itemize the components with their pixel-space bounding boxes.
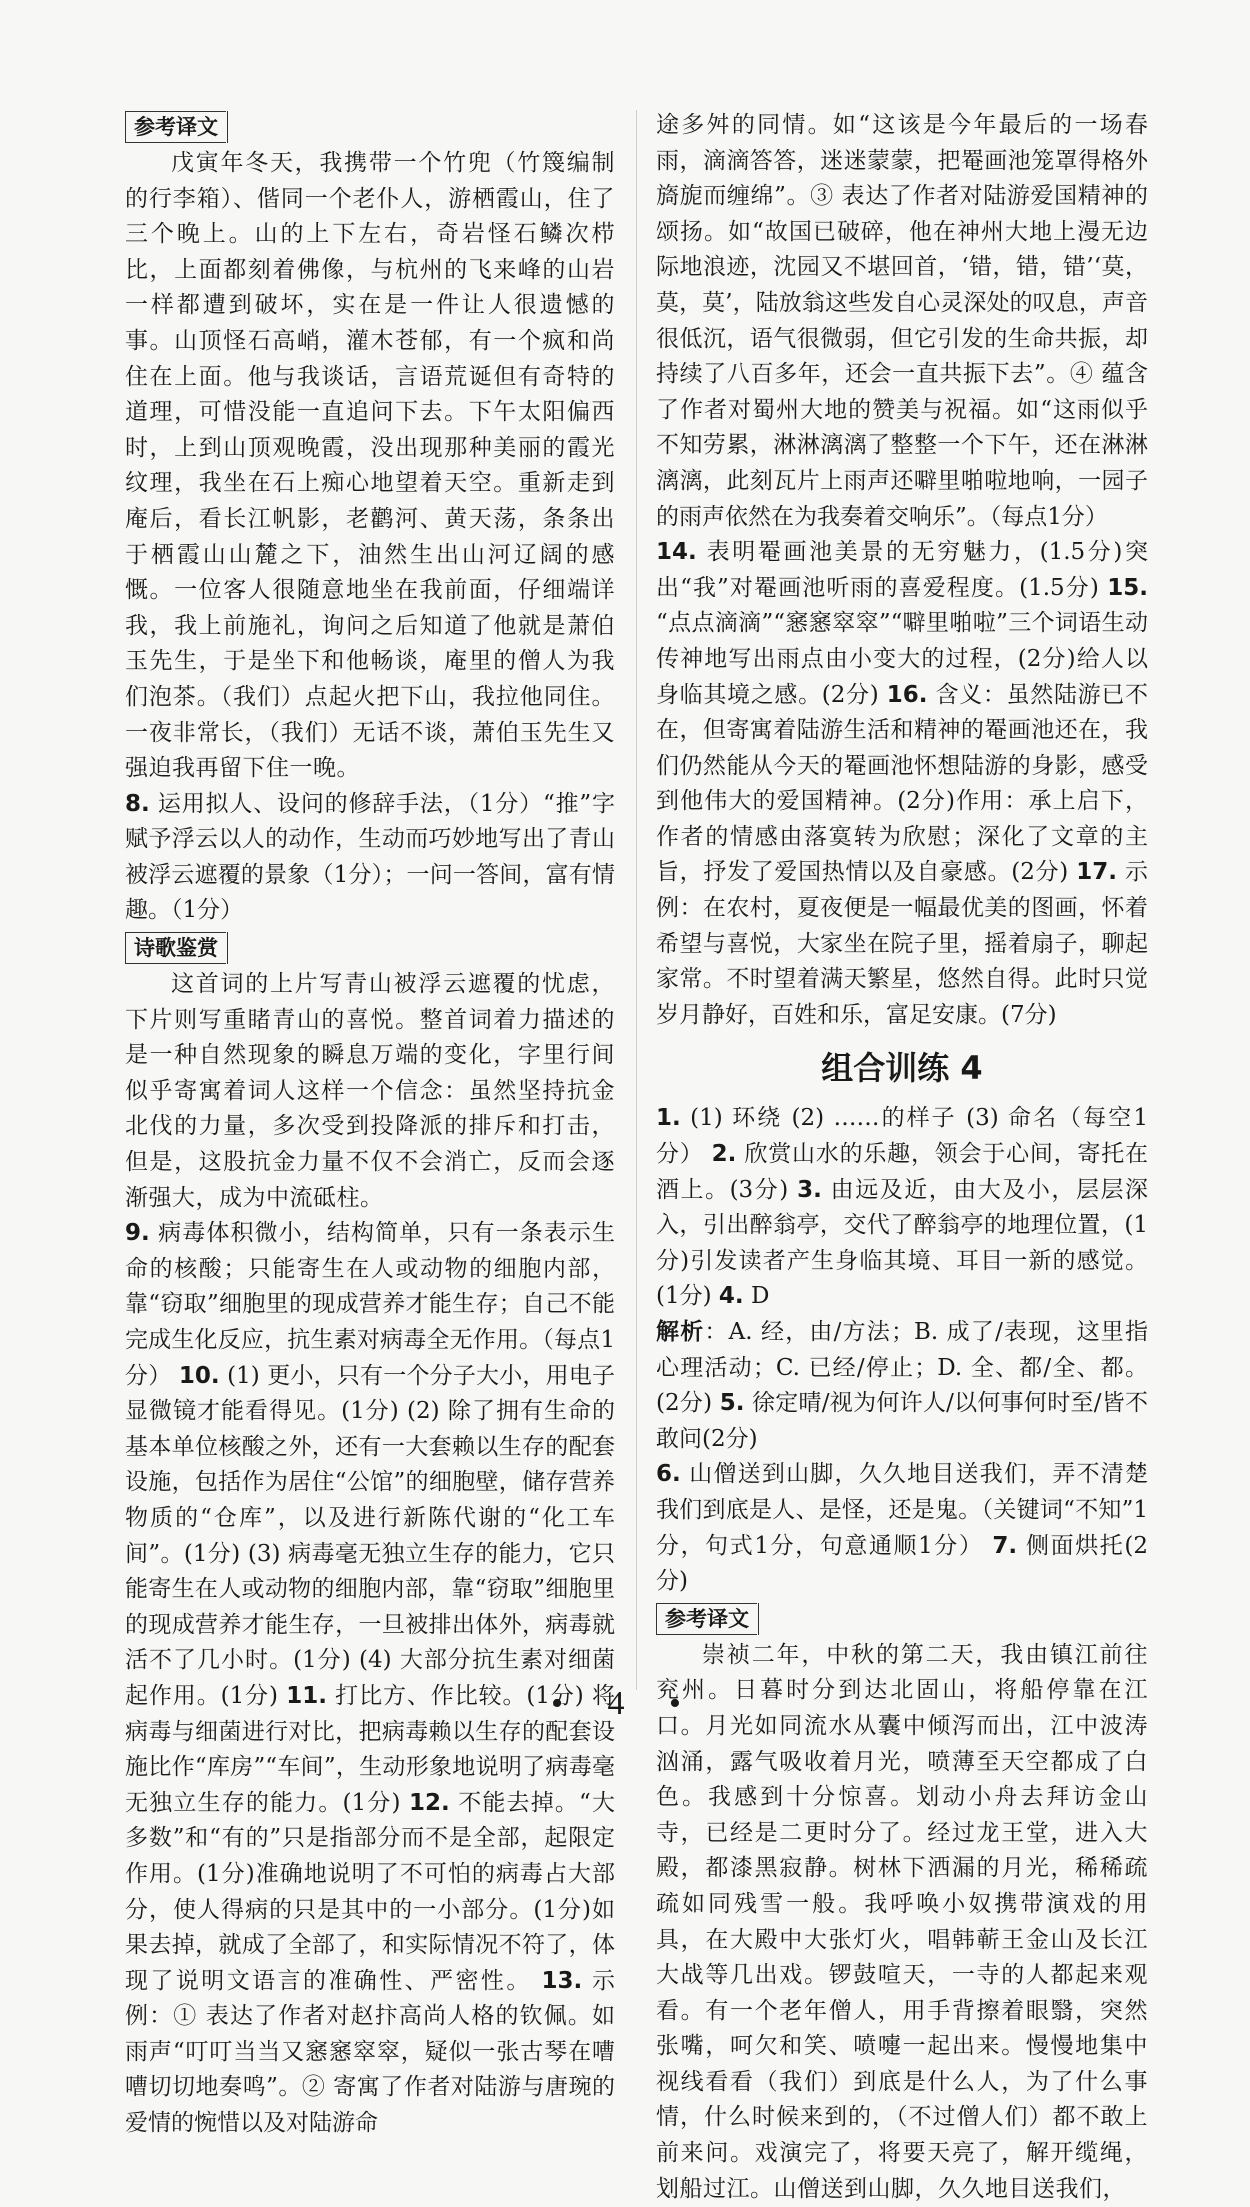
right-column (656, 108, 1148, 2207)
question-number: 15. (1107, 574, 1149, 601)
answer-text: 示例：在农村，夏夜便是一幅最优美的图画，怀着希望与喜悦，大家坐在院子里，摇着扇子，聊起家常。不时望着满天繁星，悠然自得。此时只觉岁月静好，百姓和乐，富足安康。(7分) (656, 859, 1148, 1028)
page-number: • 4 • (551, 1685, 699, 1722)
answer-text: 山僧送到山脚，久久地目送我们，弄不清楚我们到底是人、是怪，还是鬼。（关键词“不知”1分，句式1分，句意通顺1分） (656, 1461, 1148, 1559)
answer-text: 徐定晴/视为何许人/以何事何时至/皆不敢问(2分) (656, 1390, 1148, 1452)
question-number: 10. (178, 1362, 220, 1389)
question-number: 3. (797, 1176, 822, 1203)
ref-translation-text: 戊寅年冬天，我携带一个竹兜（竹篾编制的行李箱）、偕同一个老仆人，游栖霞山，住了三个晚上。山的上下左右，奇岩怪石鳞次栉比，上面都刻着佛像，与杭州的飞来峰的山岩一样都遭到破坏，实在是一件让人很遗憾的事。山顶怪石高峭，灌木苍郁，有一个疯和尚住在上面。他与我谈话，言语荒诞但有奇特的道理，可惜没能一直追问下去。下午太阳偏西时，上到山顶观晚霞，没出现那种美丽的霞光纹理，我坐在石上痴心地望着天空。重新走到庵后，看长江帆影，老鹳河、黄天荡，条条出于栖霞山山麓之下，油然生出山河辽阔的感慨。一位客人很随意地坐在我前面，仔细端详我，我上前施礼，询问之后知道了他就是萧伯玉先生，于是坐下和他畅谈，庵里的僧人为我们泡茶。（我们）点起火把下山，我拉他同住。一夜非常长，（我们）无话不谈，萧伯玉先生又强迫我再留下住一晚。 (125, 150, 615, 782)
question-9 (125, 1216, 615, 2141)
answer-text: 病毒体积微小，结构简单，只有一条表示生命的核酸；只能寄生在人或动物的细胞内部，靠“窃取”细胞里的现成营养才能生存；自己不能完成生化反应，抗生素对病毒全无作用。（每点1分） (125, 1220, 615, 1389)
poem-appreciation-text: 这首词的上片写青山被浮云遮覆的忧虑，下片则写重睹青山的喜悦。整首词着力描述的是一种自然现象的瞬息万端的变化，字里行间似乎寄寓着词人这样一个信念：虽然坚持抗金北伐的力量，多次受到投降派的排斥和打击，但是，这股抗金力量不仅不会消亡，反而会逐渐强大，成为中流砥柱。 (125, 971, 615, 1211)
question-8 (125, 787, 615, 929)
question-number: 9. (125, 1220, 150, 1247)
answer-text: “点点滴滴”“窸窸窣窣”“噼里啪啦”三个词语生动传神地写出雨点由小变大的过程，(2分)给人以身临其境之感。(2分) (656, 610, 1148, 708)
answer-text: 欣赏山水的乐趣，领会于心间，寄托在酒上。(3分) (656, 1141, 1148, 1203)
answer-text: 含义：虽然陆游已不在，但寄寓着陆游生活和精神的罨画池还在，我们仍然能从今天的罨画池怀想陆游的身影，感受到他伟大的爱国精神。(2分)作用：承上启下，作者的情感由落寞转为欣慰；深化了文章的主旨，抒发了爱国热情以及自豪感。(2分) (656, 681, 1148, 886)
question-number: 8. (125, 790, 150, 817)
analysis-text: ：A. 经，由/方法；B. 成了/表现，这里指心理活动；C. 已经/停止；D. 全、都/全、都。(2分) (656, 1319, 1149, 1417)
ref-translation-label: 参考译文 (656, 1603, 757, 1635)
answer-text: 表明罨画池美景的无穷魅力，(1.5分)突出“我”对罨画池听雨的喜爱程度。(1.5分) (656, 539, 1148, 601)
answer-text: 示例：① 表达了作者对赵抃高尚人格的钦佩。如雨声“叮叮当当又窸窸窣窣，疑似一张古琴在嘈嘈切切地奏鸣”。② 寄寓了作者对陆游与唐琬的爱情的惋惜以及对陆游命 (125, 1967, 616, 2137)
question-number: 11. (286, 1682, 327, 1709)
question-number: 14. (656, 539, 697, 566)
question-number: 4. (718, 1283, 744, 1310)
analysis-label: 解析 (656, 1319, 705, 1345)
question-number: 5. (719, 1390, 745, 1417)
answer-text: (1) 更小，只有一个分子大小，用电子显微镜才能看得见。(1分) (2) 除了拥有生命的基本单位核酸之外，还有一大套赖以生存的配套设施，包括作为居住“公馆”的细胞壁，储存营养物质的“仓库”，以及进行新陈代谢的“化工车间”。(1分) (3) 病毒毫无独立生存的能力，它只能寄生在人或动物的细胞内部，靠“窃取”细胞里的现成营养才能生存，一旦被排出体外，病毒就活不了几小时。(1分) (4) 大部分抗生素对细菌起作用。(1分) (125, 1362, 616, 1709)
poem-appreciation-label: 诗歌鉴赏 (125, 932, 226, 964)
question-number: 1. (656, 1105, 681, 1132)
answer-text: (1) 环绕 (2) ……的样子 (3) 命名（每空1分） (656, 1105, 1148, 1168)
ref-translation-label: 参考译文 (125, 111, 226, 143)
ref-translation-text: 崇祯二年，中秋的第二天，我由镇江前往兖州。日暮时分到达北固山，将船停靠在江口。月光如同流水从囊中倾泻而出，江中波涛汹涌，露气吸收着月光，喷薄至天空都成了白色。我感到十分惊喜。划动小舟去拜访金山寺，已经是二更时分了。经过龙王堂，进入大殿，都漆黑寂静。树林下洒漏的月光，稀稀疏疏如同残雪一般。我呼唤小奴携带演戏的用具，在大殿中大张灯火，唱韩蕲王金山及长江大战等几出戏。锣鼓喧天，一寺的人都起来观看。有一个老年僧人，用手背擦着眼翳，突然张嘴，呵欠和笑、喷嚏一起出来。慢慢地集中视线看看（我们）到底是什么人，为了什么事情，什么时候来到的，（不过僧人们）都不敢上前来问。戏演完了，将要天亮了，解开缆绳，划船过江。山僧送到山脚，久久地目送我们， (656, 1641, 1148, 2202)
answer-text: 侧面烘托(2分) (656, 1532, 1148, 1595)
answer-text: 途多舛的同情。如“这该是今年最后的一场春雨，滴滴答答，迷迷蒙蒙，把罨画池笼罩得格外旖旎而缠绵”。③ 表达了作者对陆游爱国精神的颂扬。如“故国已破碎，他在神州大地上漫无边际地浪迹，沈园又不堪回首，‘错，错，错’‘莫，莫，莫’，陆放翁这些发自心灵深处的叹息，声音很低沉，语气很微弱，但它引发的生命共振，却持续了八百多年，还会一直共振下去”。④ 蕴含了作者对蜀州大地的赞美与祝福。如“这雨似乎不知劳累，淋淋漓漓了整整一个下午，还在淋淋漓漓，此刻瓦片上雨声还噼里啪啦地响，一园子的雨声依然在为我奏着交响乐”。（每点1分） (656, 112, 1148, 530)
question-number: 2. (711, 1141, 737, 1168)
answer-text: 由远及近，由大及小，层层深入，引出醉翁亭，交代了醉翁亭的地理位置，(1分)引发读者产生身临其境、耳目一新的感觉。(1分) (656, 1176, 1149, 1310)
question-number: 17. (1076, 859, 1117, 886)
column-divider (636, 110, 637, 1690)
section-answers (656, 1101, 1148, 1599)
left-column (125, 108, 615, 2142)
section-title: 组合训练 4 (821, 1049, 983, 1088)
question-number: 6. (656, 1461, 681, 1488)
question-number: 12. (408, 1789, 450, 1816)
question-number: 13. (541, 1967, 583, 1994)
questions-14-17 (656, 535, 1148, 1033)
question-number: 16. (886, 681, 928, 708)
question-number: 7. (992, 1532, 1018, 1559)
answer-text: 不能去掉。“大多数”和“有的”只是指部分而不是全部，起限定作用。(1分)准确地说明了不可怕的病毒占大部分，使人得病的只是其中的一小部分。(1分)如果去掉，就成了全部了，和实际情况不符了，体现了说明文语言的准确性、严密性。 (125, 1789, 615, 1994)
answer-text: D (743, 1283, 770, 1310)
answer-text: 打比方、作比较。(1分) 将病毒与细菌进行对比，把病毒赖以生存的配套设施比作“库房”“车间”，生动形象地说明了病毒毫无独立生存的能力。(1分) (125, 1682, 615, 1816)
question-13-continued (656, 108, 1148, 535)
answer-text: 运用拟人、设问的修辞手法，（1分）“推”字赋予浮云以人的动作，生动而巧妙地写出了青山被浮云遮覆的景象（1分）；一问一答间，富有情趣。（1分） (125, 790, 615, 924)
